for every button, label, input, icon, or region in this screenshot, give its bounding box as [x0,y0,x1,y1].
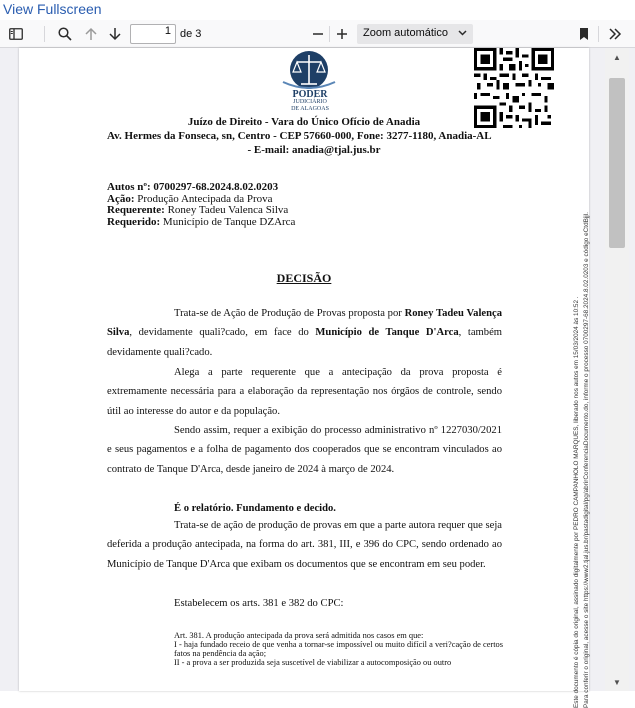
page-count-label: de 3 [180,28,202,40]
search-icon[interactable] [55,24,75,44]
paragraph-1 [107,304,502,362]
pdf-toolbar [0,20,635,48]
pdf-viewer-area[interactable] [0,48,635,708]
vertical-scrollbar[interactable] [605,48,629,691]
previous-page-arrow-up-icon[interactable] [81,24,101,44]
case-info [107,182,295,228]
paragraph-5 [107,516,502,574]
toolbar-separator [598,26,599,42]
court-email: - E-mail: anadia@tjal.jus.br [247,144,381,156]
toolbar-separator [44,26,45,42]
case-value: Produção Antecipada da Prova [137,192,273,205]
zoom-select-label: Zoom automático [363,27,448,39]
paragraph-3 [107,421,502,479]
view-fullscreen-link[interactable]: View Fullscreen [3,1,102,17]
zoom-in-plus-icon[interactable] [332,24,352,44]
court-title: Juízo de Direito - Vara do Único Ofício de Anadia [187,116,421,128]
bookmark-icon[interactable] [574,24,594,44]
case-label: Autos nº: [107,181,151,193]
quote-line: I - haja fundado receio de que venha a tornar-se impossível ou muito difícil a veri?cação de certos fatos na pendência da ação; [174,640,503,658]
side-text-line-2: Para conferir o original, acesse o site https://www2.tjal.jus.br/pastadigital/pg/abrirConferenciaDocumento.do, informe o processo 0700297-68.2024.8.02.0203 e código eCtdBjjl. [583,212,590,708]
case-label: Requerente: [107,204,165,216]
double-chevron-right-icon[interactable] [605,24,625,44]
scroll-down-arrow-icon[interactable]: ▼ [613,677,621,687]
decision-heading: DECISÃO [276,271,332,285]
quote-line: Art. 381. A produção antecipada da prova será admitida nos casos em que: [174,631,424,640]
report-statement: É o relatório. Fundamento e decido. [174,503,336,514]
case-value: Roney Tadeu Valenca Silva [167,204,289,216]
court-address: Av. Hermes da Fonseca, sn, Centro - CEP 57660-000, Fone: 3277-1180, Anadia-AL [107,130,492,142]
page-number-input[interactable]: 1 [130,24,176,44]
case-value: 0700297-68.2024.8.02.0203 [153,181,279,193]
p1-defendant: Município de Tanque D'Arca [315,327,459,339]
pdf-page [19,48,590,708]
top-bar [0,0,635,20]
p2-text: Alega a parte requerente que a antecipação da prova proposta é extremamente necessária para a elaboração da representação nos órgãos de controle, sendo útil ao interesse do autor e da população. [107,367,502,417]
p6-text: Estabelecem os arts. 381 e 382 do CPC: [174,598,344,609]
court-logo-text [274,90,346,113]
side-text-line-1: Este documento é cópia do original, assinado digitalmente por PEDRO CAMPANHOLO MARQUES, liberado nos autos em 15/03/2024 às 10:52 . [573,296,580,708]
p1-text: Trata-se de Ação de Produção de Provas proposta por [174,308,405,319]
paragraph-2 [107,363,502,421]
quote-line: II - a prova a ser produzida seja suscetível de viabilizar a autocomposição ou outro [174,658,452,667]
signature-verification-text [555,108,590,708]
zoom-select[interactable] [357,24,473,44]
p1-plaintiff: Roney Tadeu Valença Silva [107,308,502,339]
scroll-thumb[interactable] [609,78,625,248]
sidebar-toggle-icon[interactable] [6,24,26,44]
p3-text: Sendo assim, requer a exibição do processo administrativo nº 1227030/2021 e seus pagamentos e a folha de pagamento dos cooperados que se encontram vinculados ao contrato de Tanque D'Arca, desde janeiro de 2024 à março de 2024. [107,425,502,475]
p1-text: , também devidamente quali?cado. [107,327,503,358]
next-page-arrow-down-icon[interactable] [105,24,125,44]
p5-text: Trata-se de ação de produção de provas em que a parte autora requer que seja deferida a produção antecipada, na forma do art. 381, III, e 396 do CPC, sendo ordenado ao Município de Tanque D'Arca que exibam os documentos que se encontram em seu poder. [107,520,502,570]
toolbar-separator [329,26,330,42]
chevron-down-icon [458,28,467,40]
legal-quote [174,631,503,667]
logo-line-1: PODER [292,89,328,100]
logo-line-2: JUDICIÁRIO [293,99,327,105]
case-label: Ação: [107,192,135,205]
logo-line-3: DE ALAGOAS [291,106,329,112]
p1-text: , devidamente quali?cado, em face do [129,327,316,339]
case-value: Município de Tanque DZArca [162,215,296,228]
case-defendant-line [107,217,295,229]
zoom-out-minus-icon[interactable] [308,24,328,44]
case-label: Requerido: [107,215,161,228]
scroll-up-arrow-icon[interactable]: ▲ [613,52,621,62]
paragraph-6 [107,594,502,613]
